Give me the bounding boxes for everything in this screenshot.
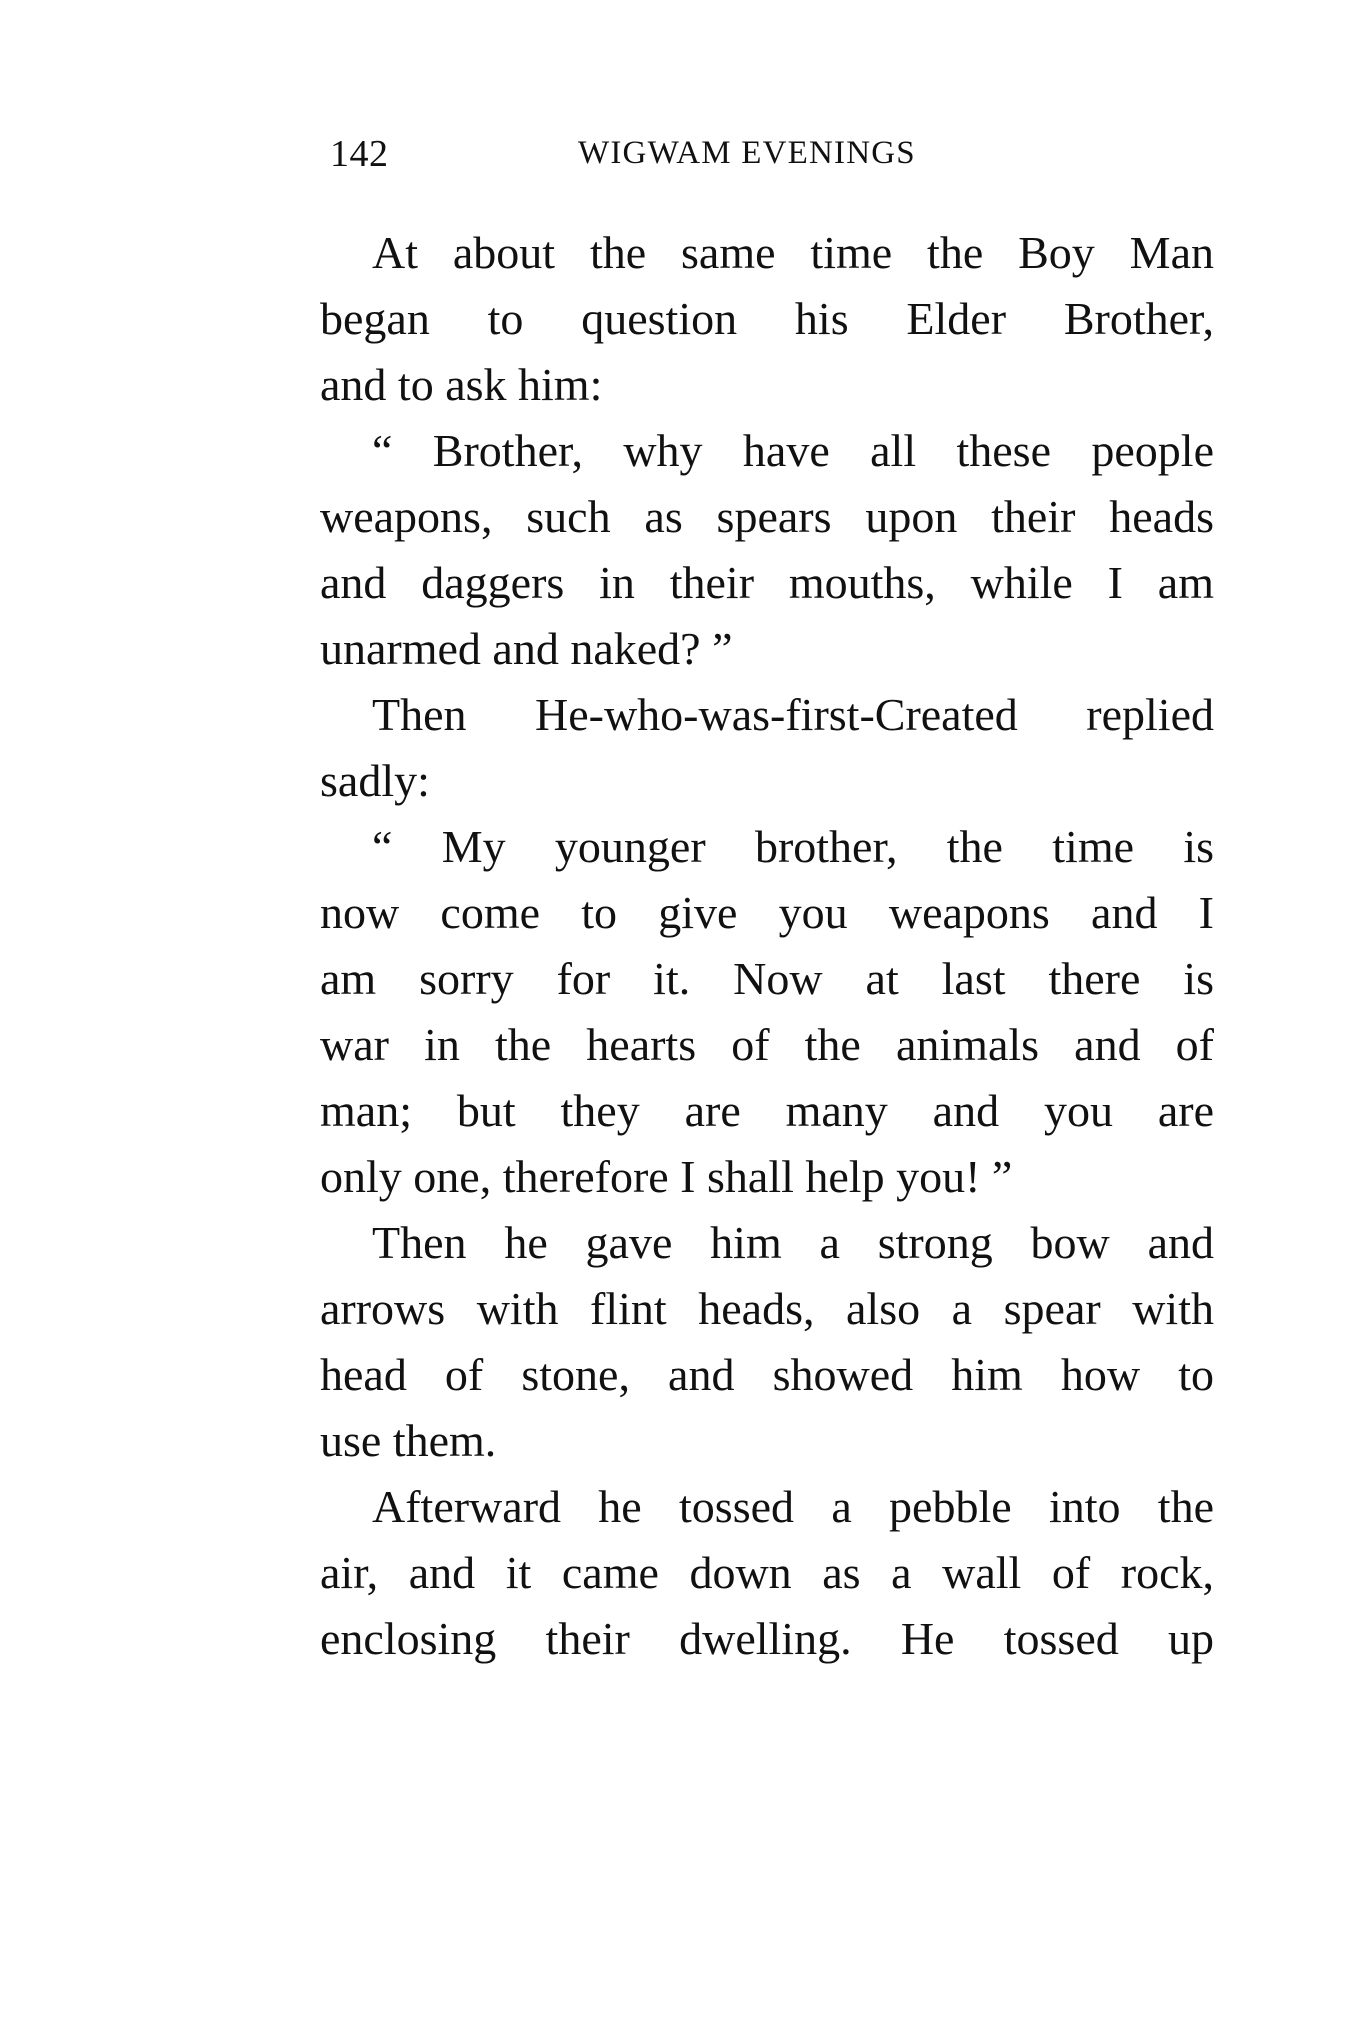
text-line: Then he gave him a strong bow and xyxy=(372,1217,1214,1268)
text-line: sadly: xyxy=(320,755,430,806)
text-line: now come to give you weapons and I xyxy=(320,887,1214,938)
text-line: and daggers in their mouths, while I am xyxy=(320,557,1214,608)
text-line: use them. xyxy=(320,1415,497,1466)
text-line: arrows with flint heads, also a spear with xyxy=(320,1283,1214,1334)
running-title: WIGWAM EVENINGS xyxy=(578,135,916,171)
text-line: war in the hearts of the animals and of xyxy=(320,1019,1214,1070)
text-line: At about the same time the Boy Man xyxy=(372,227,1214,278)
text-line: Afterward he tossed a pebble into the xyxy=(372,1481,1214,1532)
text-line: only one, therefore I shall help you! ” xyxy=(320,1151,1013,1202)
text-line: air, and it came down as a wall of rock, xyxy=(320,1547,1214,1598)
text-line: unarmed and naked? ” xyxy=(320,623,733,674)
text-line: “ My younger brother, the time is xyxy=(372,821,1214,872)
page-header xyxy=(330,132,1210,182)
text-line: and to ask him: xyxy=(320,359,603,410)
text-line: man; but they are many and you are xyxy=(320,1085,1214,1136)
text-line: Then He-who-was-first-Created replied xyxy=(372,689,1214,740)
text-line: weapons, such as spears upon their heads xyxy=(320,491,1214,542)
text-line: head of stone, and showed him how to xyxy=(320,1349,1214,1400)
text-line: began to question his Elder Brother, xyxy=(320,293,1214,344)
body-text xyxy=(320,220,1214,1672)
text-line: “ Brother, why have all these people xyxy=(372,425,1214,476)
page-number: 142 xyxy=(330,133,389,175)
text-line: am sorry for it. Now at last there is xyxy=(320,953,1214,1004)
text-line: enclosing their dwelling. He tossed up xyxy=(320,1613,1214,1664)
